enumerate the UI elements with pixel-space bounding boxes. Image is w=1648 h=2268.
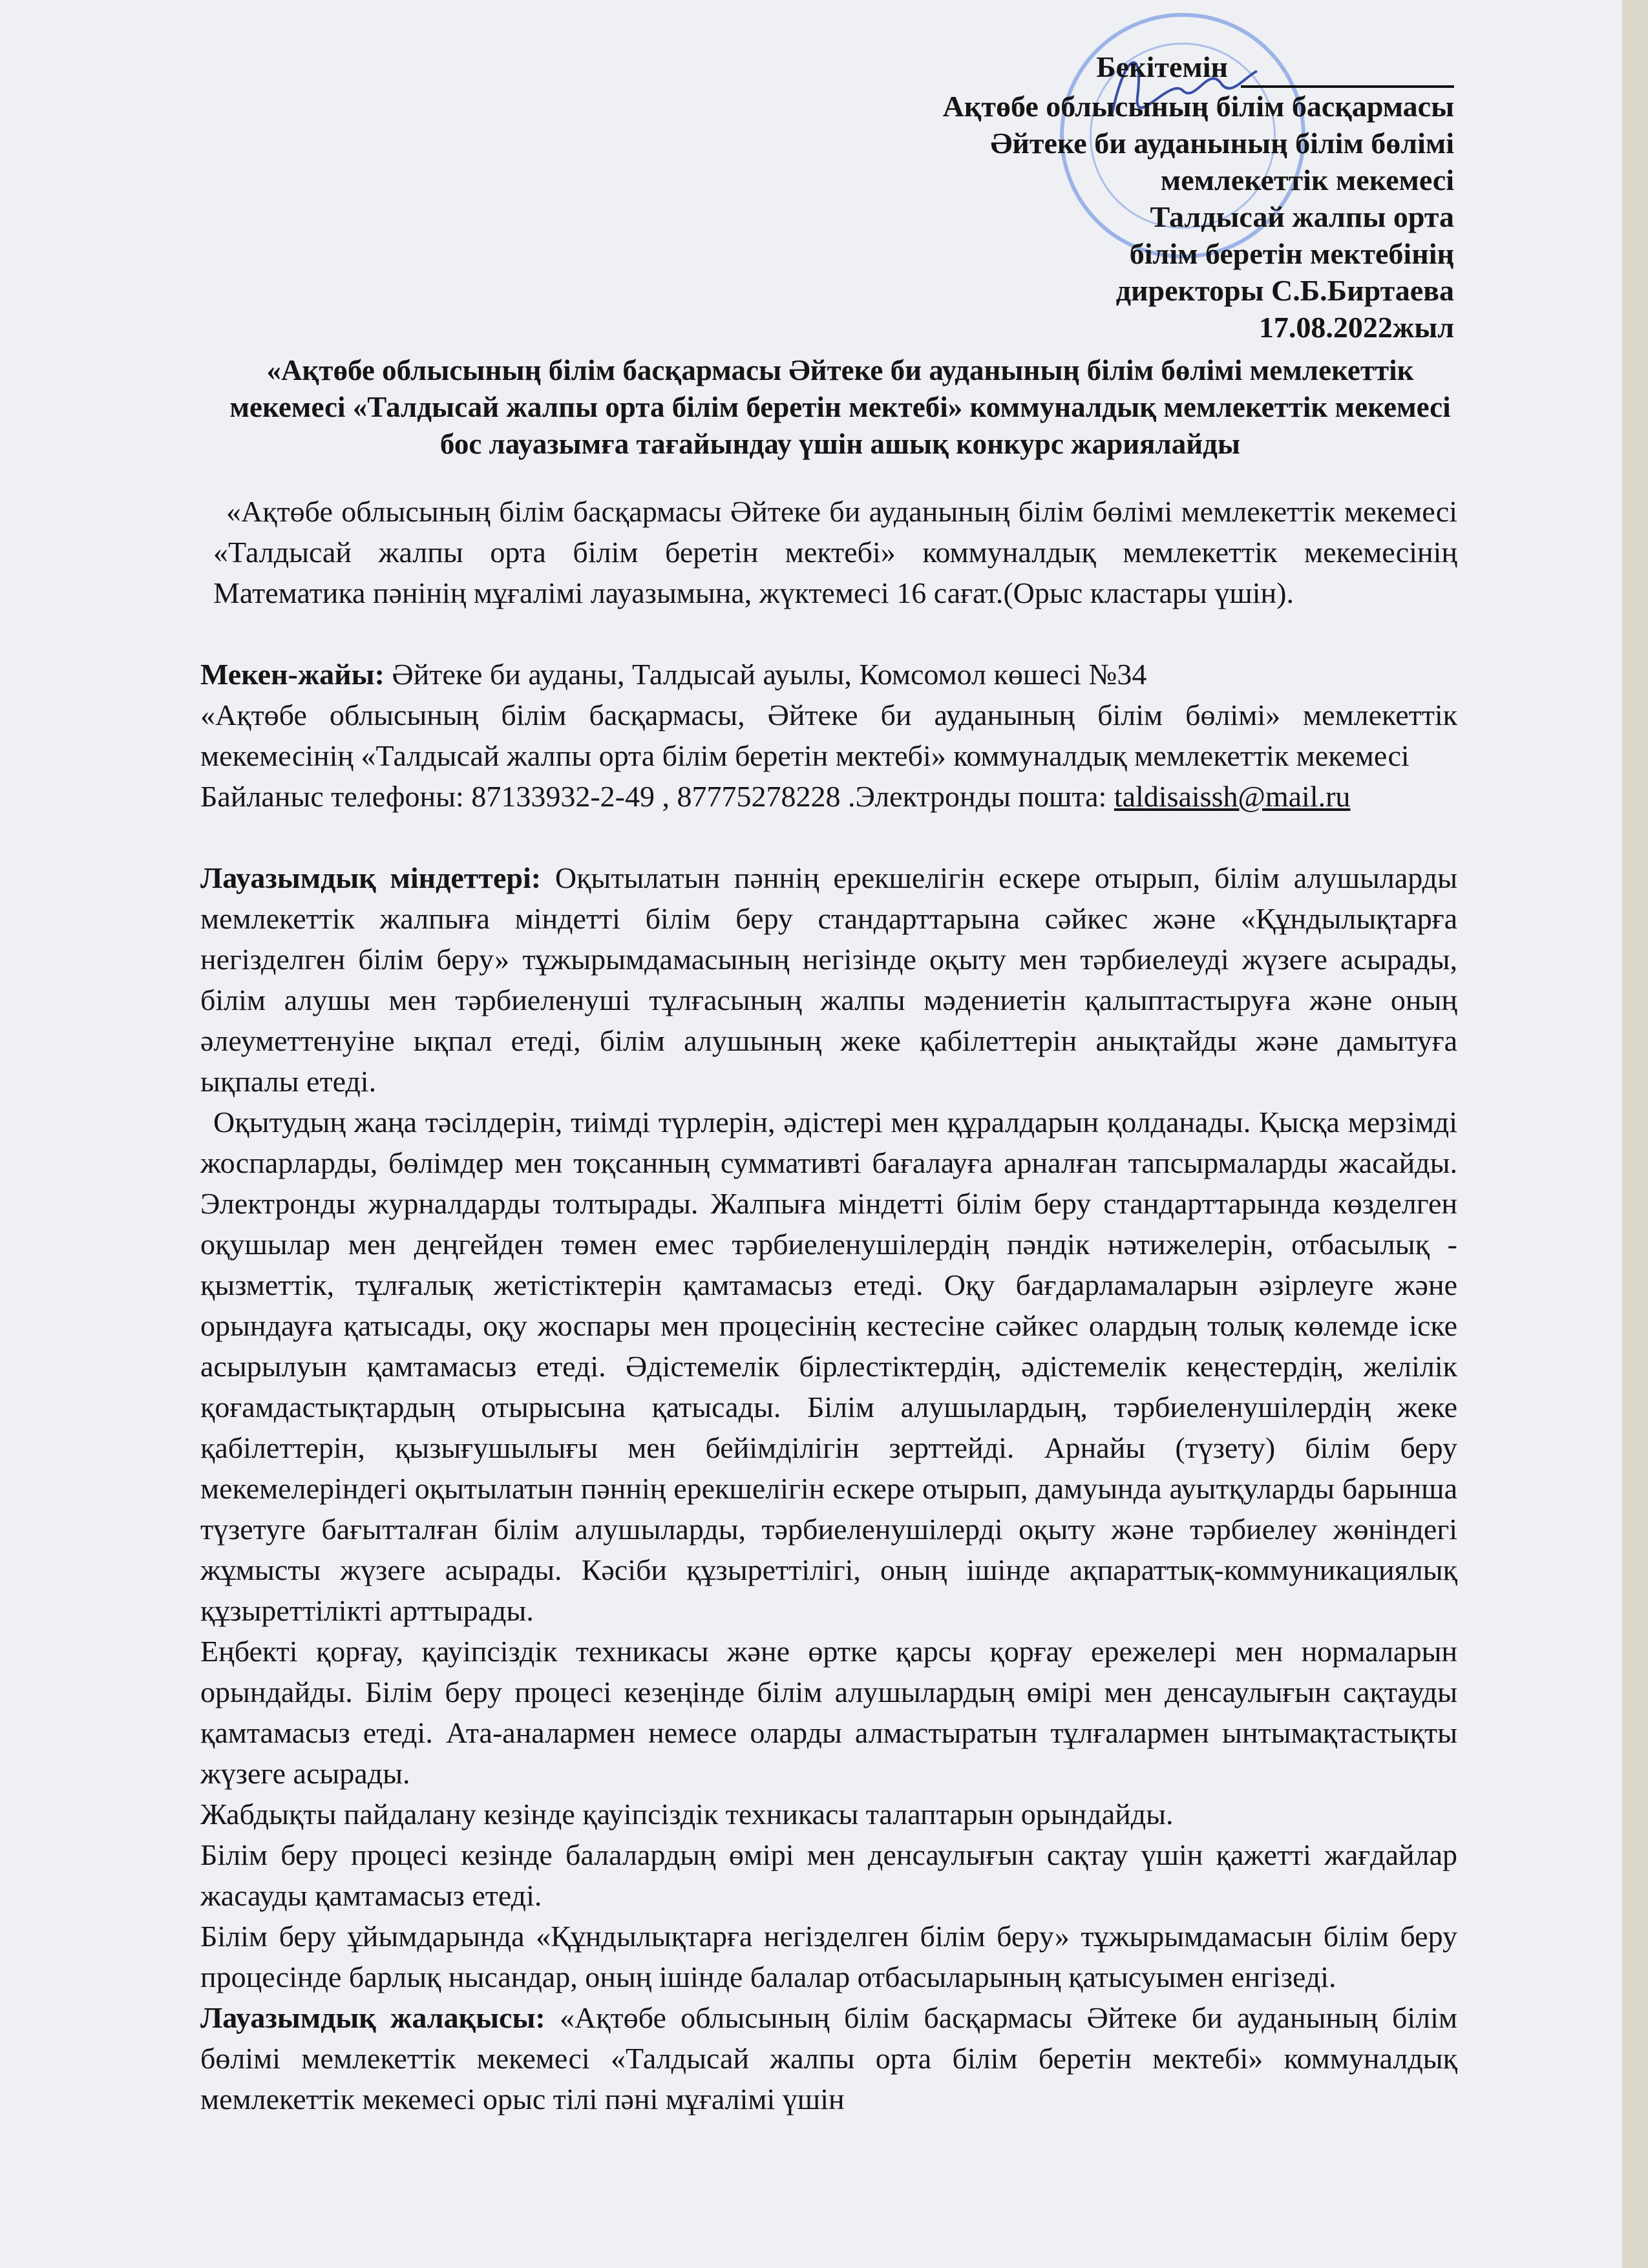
duties-label: Лауазымдық міндеттері: (200, 861, 542, 894)
document-title: «Ақтөбе облысының білім басқармасы Әйтеке би ауданының білім бөлімі мемлекеттік мекемесі «Талдысай жалпы орта білім беретін мектебі» коммуналдық мемлекеттік мекемесі бос лауазымға тағайындау үшін ашық конкурс жариялайды (229, 354, 1451, 460)
approval-line: Әйтеке би ауданының білім бөлімі (990, 127, 1454, 160)
salary-paragraph (200, 1997, 1457, 2119)
duties-paragraph-6: Білім беру ұйымдарында «Құндылықтарға негізделген білім беру» тұжырымдамасын білім беру процесінде барлық нысандар, оның ішінде балалар отбасыларының қатысуымен енгізеді. (200, 1920, 1457, 1993)
address-label: Мекен-жайы: (200, 658, 385, 691)
duties-text: Оқытылатын пәннің ерекшелігін ескере отырып, білім алушыларды мемлекеттік жалпыға міндетті білім беру стандарттарына сәйкес және «Құндылықтарға негізделген білім беру» тұжырымдамасының негізінде оқыту мен тәрбиелеуді жүзеге асырады, білім алушы мен тәрбиеленуші тұлғасының жалпы мәдениетін қалыптастыруға және оның әлеуметтенуіне ықпал етеді, білім алушының жеке қабілеттерін анықтайды және дамытуға ықпалы етеді. (200, 861, 1457, 1098)
approval-line: білім беретін мектебінің (1129, 237, 1454, 270)
approval-line: директоры С.Б.Биртаева (1115, 274, 1454, 307)
duties-paragraph-4: Жабдықты пайдалану кезінде қауіпсіздік техникасы талаптарын орындайды. (200, 1798, 1174, 1831)
duties-paragraph (200, 857, 1457, 1102)
signature-line (1241, 48, 1454, 88)
contact-paragraph (200, 776, 1457, 817)
document-body (200, 491, 1457, 2119)
salary-label: Лауазымдық жалақысы: (200, 2001, 545, 2034)
approval-line: Талдысай жалпы орта (1150, 200, 1454, 233)
salary-text: «Ақтөбе облысының білім басқармасы Әйтеке би ауданының білім бөлімі мемлекеттік мекемесі «Талдысай жалпы орта білім беретін мектебі» коммуналдық мемлекеттік мекемесі орыс тілі пәні мұғалімі үшін (200, 2001, 1458, 2116)
phone-text: Байланыс телефоны: 87133932-2-49 , 87775278228 .Электронды пошта: (200, 780, 1114, 813)
paper-edge (1622, 0, 1648, 2268)
organization-paragraph: «Ақтөбе облысының білім басқармасы, Әйтеке би ауданының білім бөлімі» мемлекеттік мекемесінің «Талдысай жалпы орта білім беретін мектебі» коммуналдық мемлекеттік мекемесі (200, 698, 1457, 772)
email-link[interactable]: taldisaissh@mail.ru (1114, 780, 1351, 813)
duties-paragraph-2: Оқытудың жаңа тәсілдерін, тиімді түрлерін, әдістері мен құралдарын қолданады. Қысқа мерзімді жоспарларды, бөлімдер мен тоқсанның суммативті бағалауға арналған тапсырмаларды жасайды. Электронды журналдарды толтырады. Жалпыға міндетті білім беру стандарттарында көзделген оқушылар мен деңгейден төмен емес тәрбиеленушілердің пәндік нәтижелерін, отбасылық - қызметтік, тұлғалық жетістіктерін қамтамасыз етеді. Оқу бағдарламаларын әзірлеуге және орындауға қатысады, оқу жоспары мен процесінің кестесіне сәйкес олардың толық көлемде іске асырылуын қамтамасыз етеді. Әдістемелік бірлестіктердің, әдістемелік кеңестердің, желілік қоғамдастықтардың отырысына қатысады. Білім алушылардың, тәрбиеленушілердің жеке қабілеттерін, қызығушылығы мен бейімділігін зерттейді. Арнайы (түзету) білім беру мекемелеріндегі оқытылатын пәннің ерекшелігін ескере отырып, дамуында ауытқуларды барынша түзетуге бағытталған білім алушыларды, тәрбиеленушілерді оқыту және тәрбиелеу жөніндегі жұмысты жүзеге асырады. Кәсіби құзыреттілігі, оның ішінде ақпараттық-коммуникациялық құзыреттілікті арттырады. (200, 1106, 1457, 1627)
address-value: Әйтеке би ауданы, Талдысай ауылы, Комсомол көшесі №34 (384, 658, 1147, 691)
duties-paragraph-3: Еңбекті қорғау, қауіпсіздік техникасы және өртке қарсы қорғау ережелері мен нормаларын орындайды. Білім беру процесі кезеңінде білім алушылардың өмірі мен денсаулығын сақтауды қамтамасыз етеді. Ата-аналармен немесе оларды алмастыратын тұлғалармен ынтымақтастықты жүзеге асырады. (200, 1635, 1457, 1790)
approval-date: 17.08.2022жыл (1258, 311, 1454, 344)
intro-paragraph: «Ақтөбе облысының білім басқармасы Әйтеке би ауданының білім бөлімі мемлекеттік мекемесі «Талдысай жалпы орта білім беретін мектебі» коммуналдық мемлекеттік мекемесінің Математика пәнінің мұғалімі лауазымына, жүктемесі 16 сағат.(Орыс кластары үшін). (213, 495, 1457, 609)
approval-line: Ақтөбе облысының білім басқармасы (942, 90, 1454, 123)
duties-paragraph-5: Білім беру процесі кезінде балалардың өмірі мен денсаулығын сақтау үшін қажетті жағдайлар жасауды қамтамасыз етеді. (200, 1838, 1457, 1912)
approval-label: Бекітемін (1096, 50, 1228, 83)
approval-line: мемлекеттік мекемесі (1160, 163, 1454, 196)
address-paragraph (200, 654, 1457, 695)
approval-block (943, 48, 1454, 346)
